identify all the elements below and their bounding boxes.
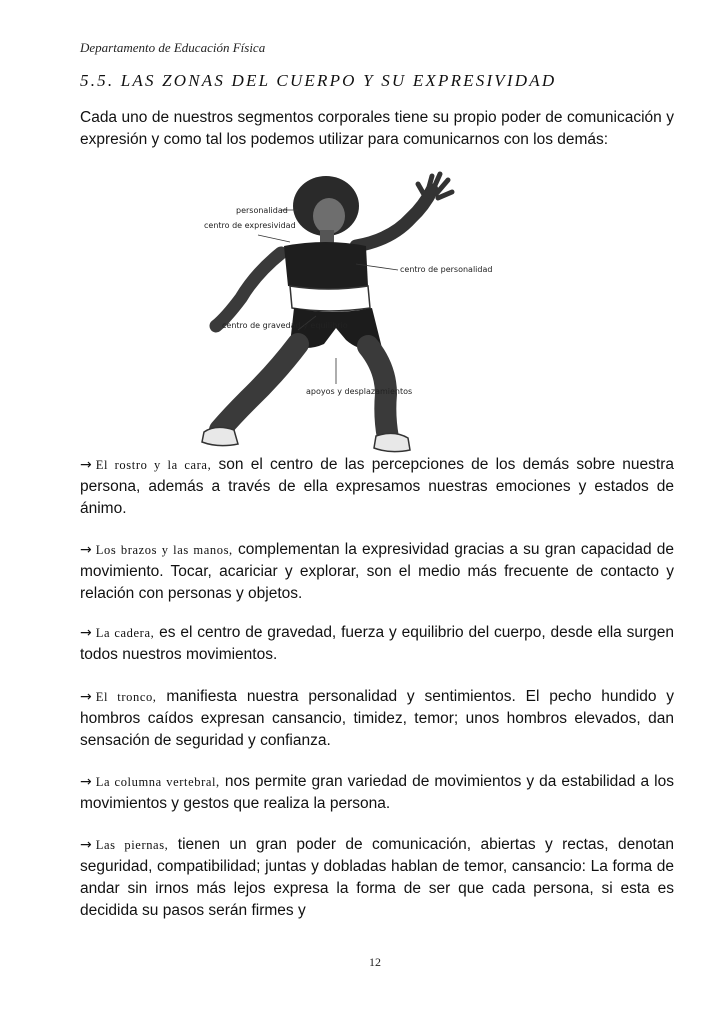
zone-text: tienen un gran poder de comunicación, abiertas y rectas, denotan seguridad, compatibilidad; juntas y dobladas hablan de temor, cansancio: La forma de andar sin irnos más lejos expresa la forma de ser que cada persona, si esta es decidida su pasos serán firmes y	[80, 836, 674, 919]
label-apoyos: apoyos y desplazamientos	[306, 387, 413, 396]
zone-paragraph-face	[80, 454, 674, 520]
zone-text: complementan la expresividad gracias a su gran capacidad de movimiento. Tocar, acariciar y explorar, son el medio más frecuente de contacto y relación con personas y objetos.	[80, 541, 674, 602]
zone-paragraph-arms	[80, 539, 674, 605]
zone-text: manifiesta nuestra personalidad y sentimientos. El pecho hundido y hombros caídos expresan cansancio, timidez, temor; unos hombros elevados, dan sensación de seguridad y confianza.	[80, 688, 675, 749]
zone-text: son el centro de las percepciones de los demás sobre nuestra persona, además a través de ella expresamos nuestras emociones y estados de ánimo.	[80, 456, 675, 517]
arrow-icon: →	[80, 774, 92, 790]
label-centro-expresividad: centro de expresividad	[204, 221, 296, 230]
arrow-icon: →	[80, 837, 92, 853]
page-header: Departamento de Educación Física	[80, 40, 266, 55]
zone-text: nos permite gran variedad de movimientos y da estabilidad a los movimientos y gestos que realiza la persona.	[80, 773, 674, 812]
zone-paragraph-legs	[80, 834, 674, 922]
zone-term: La cadera,	[95, 626, 155, 640]
body-zones-illustration	[186, 168, 493, 460]
section-title: 5.5. LAS ZONAS DEL CUERPO Y SU EXPRESIVIDAD	[80, 71, 557, 90]
intro-paragraph: Cada uno de nuestros segmentos corporales tiene su propio poder de comunicación y expresión y como tal los podemos utilizar para comunicarnos con los demás:	[80, 109, 674, 148]
arrow-icon: →	[80, 542, 92, 558]
arrow-icon: →	[80, 457, 92, 473]
arrow-icon: →	[80, 625, 92, 641]
label-personalidad: personalidad	[236, 206, 288, 215]
zone-term: Los brazos y las manos,	[95, 543, 233, 557]
zone-paragraph-trunk	[80, 686, 674, 752]
zone-text: es el centro de gravedad, fuerza y equilibrio del cuerpo, desde ella surgen todos nuestros movimientos.	[80, 624, 675, 663]
zone-term: La columna vertebral,	[95, 775, 220, 789]
arrow-icon: →	[80, 689, 92, 705]
zone-term: Las piernas,	[95, 838, 169, 852]
label-centro-personalidad: centro de personalidad	[400, 265, 493, 274]
zone-term: El tronco,	[95, 690, 157, 704]
label-centro-gravedad: centro de gravedad y equilibrio	[222, 321, 348, 330]
zone-paragraph-spine	[80, 771, 674, 815]
zone-term: El rostro y la cara,	[95, 458, 212, 472]
page-number: 12	[369, 955, 381, 969]
zone-paragraph-hip	[80, 622, 674, 666]
